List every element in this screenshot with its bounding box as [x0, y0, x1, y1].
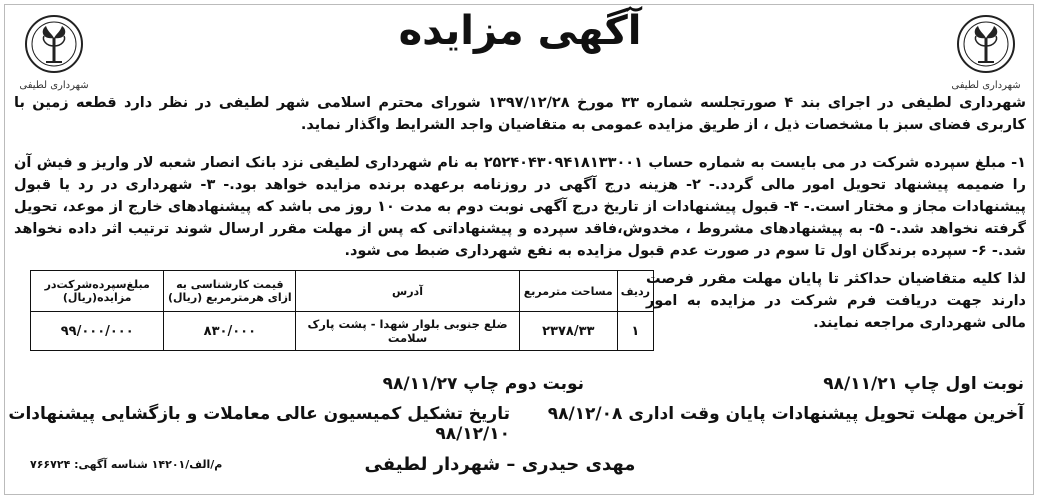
submission-deadline: آخرین مهلت تحویل پیشنهادات پایان وقت اداری ۹۸/۱۲/۰۸: [547, 404, 1024, 424]
commission-date: تاریخ تشکیل کمیسیون عالی معاملات و بازگشایی پیشنهادات ۹۸/۱۲/۱۰: [8, 404, 510, 444]
header-area: مساحت مترمربع: [519, 271, 617, 312]
logo-caption: شهرداری لطیفی: [951, 80, 1021, 91]
page-title: آگهی مزایده: [398, 8, 642, 54]
header-address: آدرس: [296, 271, 519, 312]
conditions-paragraph: ۱- مبلغ سپرده شرکت در می بایست به شماره حساب ۲۵۲۴۰۴۳۰۹۴۱۸۱۳۳۰۰۱ به نام شهرداری لطیفی نزد بانک انصار شعبه لار واریز و فیش آن را ضمیمه پیشنهاد تحویل امور مالی گردد.- ۲- هزینه درج آگهی در روزنامه برعهده برنده مزایده خواهد بود.- ۳- شهرداری در رد یا قبول پیشنهادات مجاز و مختار است.- ۴- قبول پیشنهادات از تاریخ درج آگهی نوبت دوم به مدت ۱۰ روز می باشد که پیشنهادهای خارج از موعد، تحویل گرفته نخواهد شد.- ۵- به پیشنهادهای مشروط ، مخدوش،فاقد سپرده و پیشنهاداتی که پس از مهلت مقرر ارسال شوند ترتیب اثر داده نخواهد شد.- ۶- سپرده برندگان اول تا سوم در صورت عدم قبول مزایده به نفع شهرداری ضبط می شود.: [14, 155, 1027, 259]
cell-price: ۸۳۰/۰۰۰: [164, 312, 296, 351]
cell-area: ۲۳۷۸/۳۳: [519, 312, 617, 351]
signature: مهدی حیدری – شهردار لطیفی: [364, 454, 636, 475]
header-deposit: مبلغ‌سپرده‌شرکت‌در مزایده(ریال): [31, 271, 164, 312]
auction-table: [30, 270, 654, 351]
cell-row-number: ۱: [617, 312, 653, 351]
reference-number: م/الف/۱۴۲۰۱ شناسه آگهی: ۷۶۶۷۲۴: [30, 458, 223, 471]
second-print-date: نوبت دوم چاپ ۹۸/۱۱/۲۷: [382, 374, 584, 394]
intro-paragraph: شهرداری لطیفی در اجرای بند ۴ صورتجلسه شماره ۳۳ مورخ ۱۳۹۷/۱۲/۲۸ شورای محترم اسلامی شهر لطیفی در نظر دارد قطعه زمین با کاربری فضای سبز با مشخصات ذیل ، از طریق مزایده عمومی به متقاضیان واجد الشرایط واگذار نماید.: [14, 95, 1027, 133]
cell-address: ضلع جنوبی بلوار شهدا - پشت پارک سلامت: [296, 312, 519, 351]
header-price: قیمت کارشناسی به ازای هرمترمربع (ریال): [164, 271, 296, 312]
header-row-number: ردیف: [617, 271, 653, 312]
logo-caption: شهرداری لطیفی: [19, 80, 89, 91]
first-print-date: نوبت اول چاپ ۹۸/۱۱/۲۱: [823, 374, 1024, 394]
table-row: [31, 312, 654, 351]
cell-deposit: ۹۹/۰۰۰/۰۰۰: [31, 312, 164, 351]
side-note: لذا کلیه متقاضیان حداکثر تا پایان مهلت مقرر فرصت دارند جهت دریافت فرم شرکت در مزایده به امور مالی شهرداری مراجعه نمایند.: [646, 271, 1026, 331]
